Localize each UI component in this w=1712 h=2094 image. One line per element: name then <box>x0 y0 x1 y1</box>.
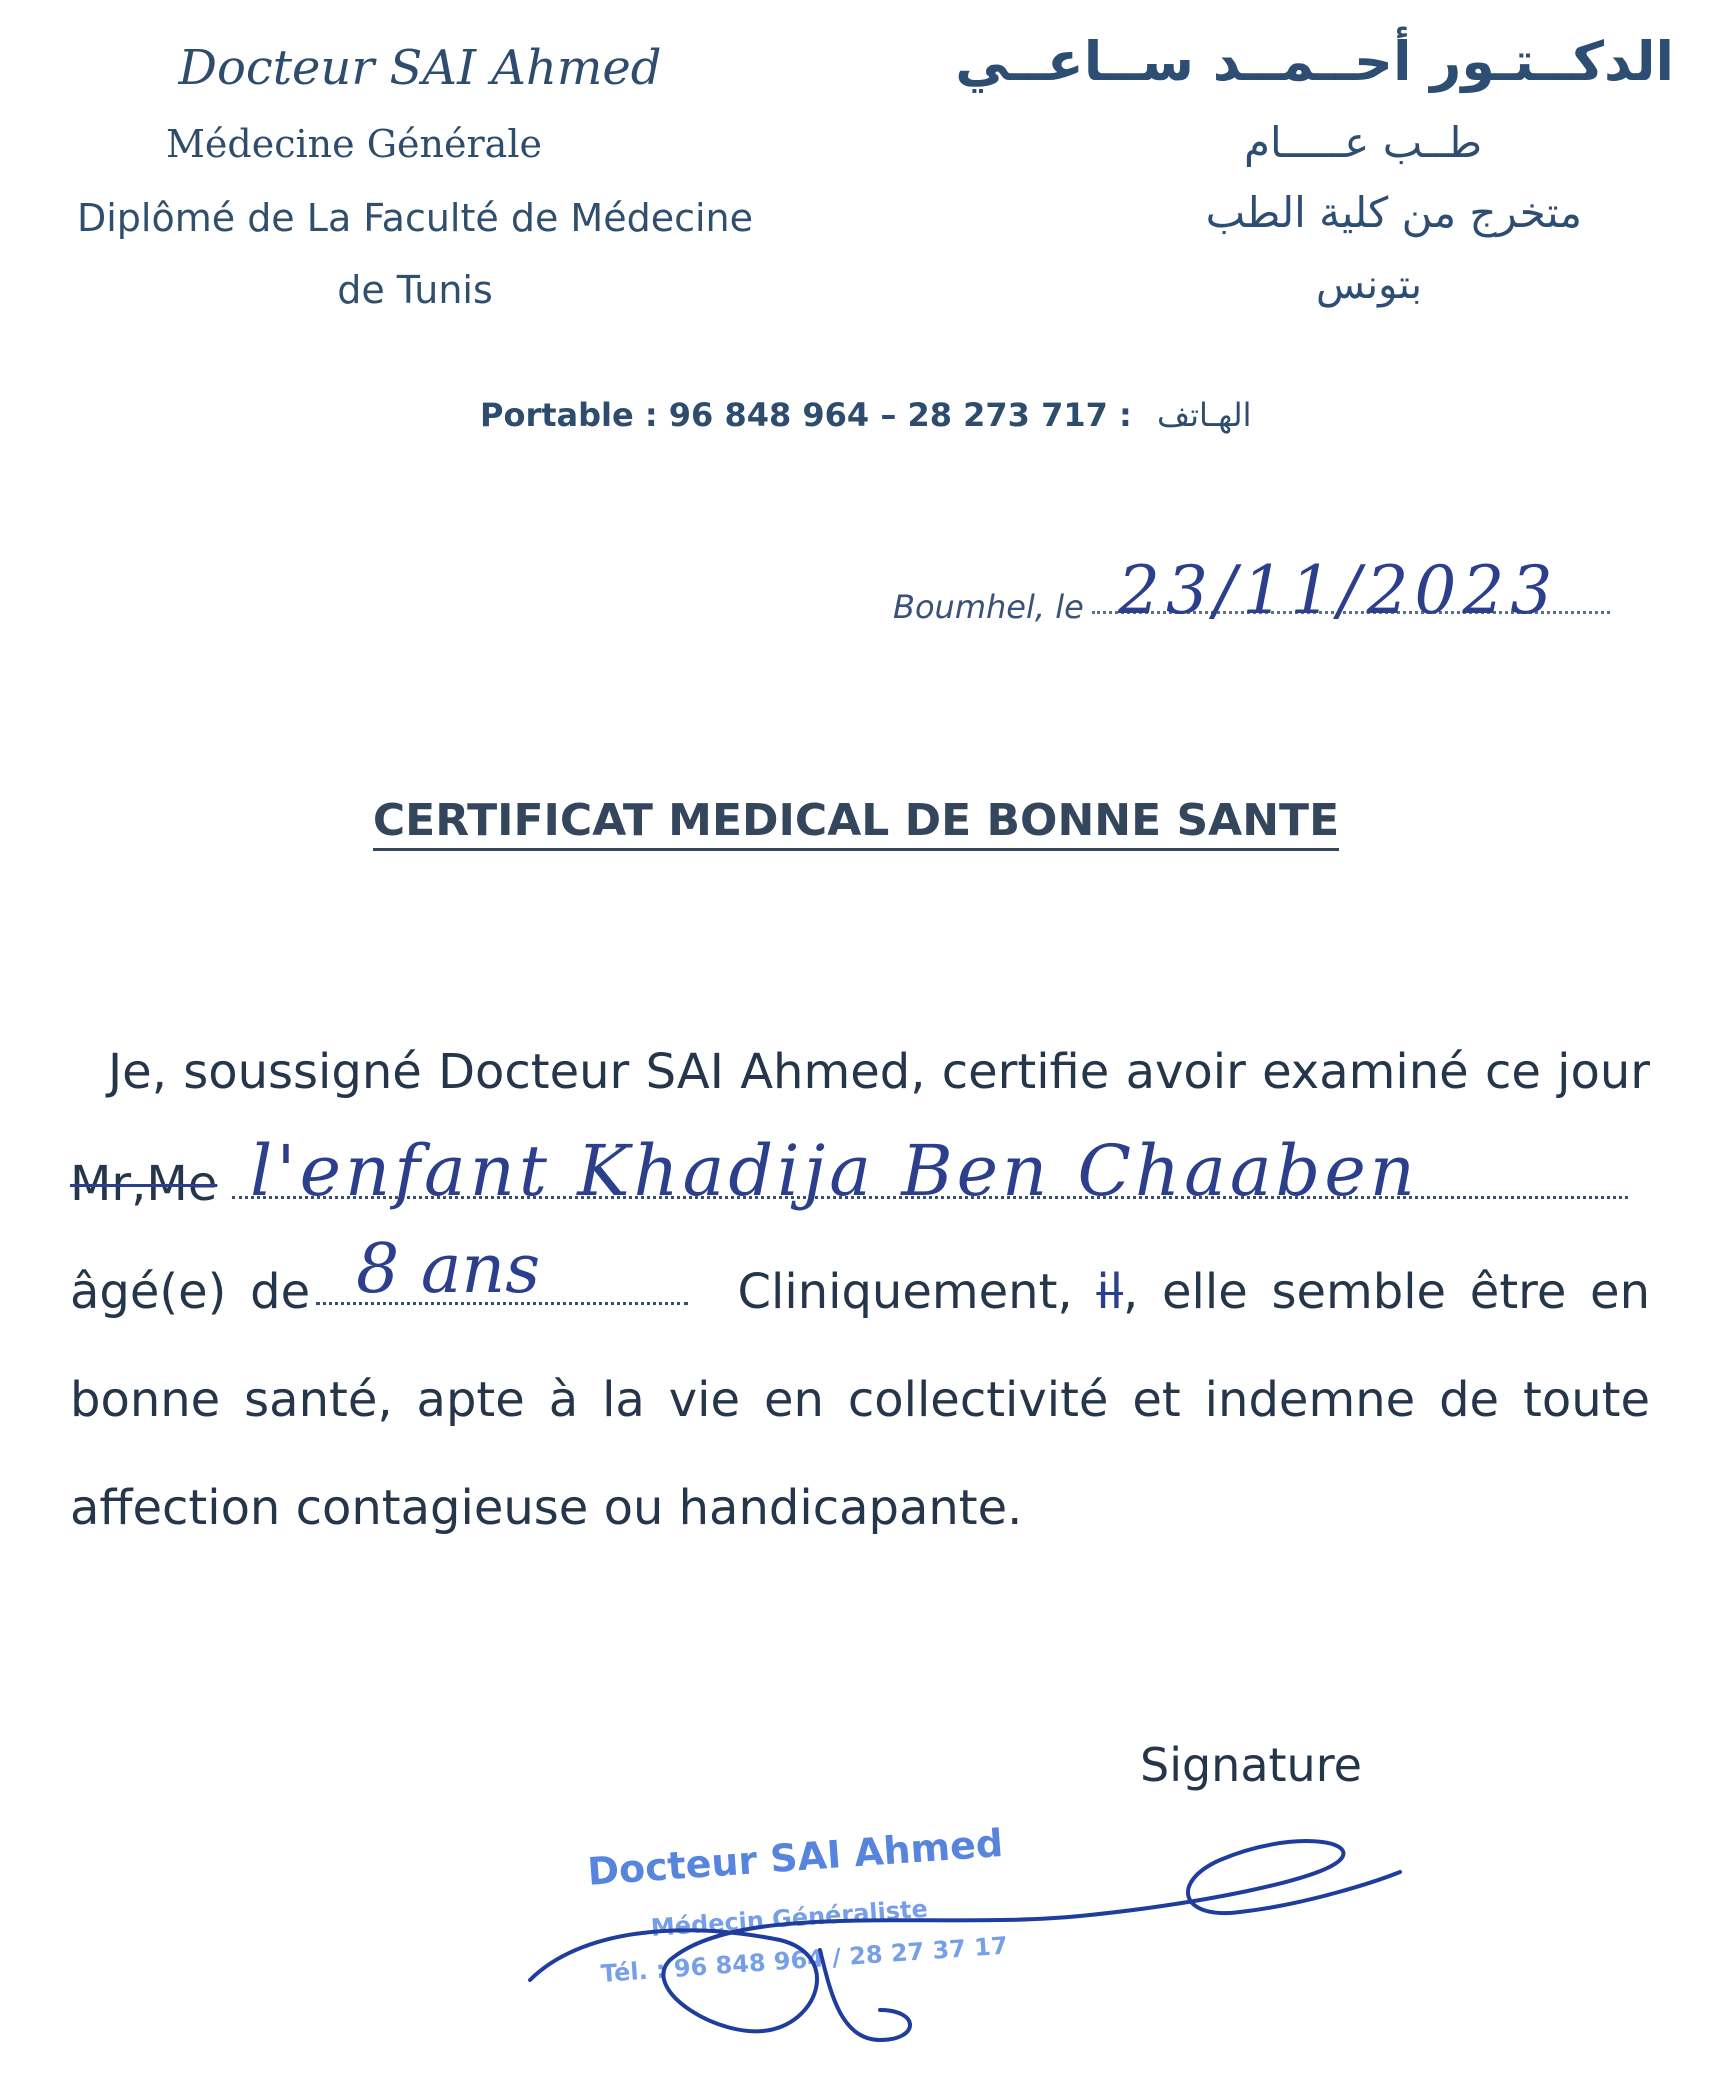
stamp-phone: Tél. : 96 848 964 / 28 27 37 17 <box>600 1931 1009 1988</box>
certificate-title <box>0 795 1712 846</box>
handwritten-signature <box>520 1820 1420 2060</box>
specialty-fr: Médecine Générale <box>166 122 542 166</box>
phone-label-ar: الهـاتف <box>1156 396 1252 434</box>
phone-label: Portable : <box>480 396 658 434</box>
specialty-ar: طــب عـــــام <box>1243 118 1482 167</box>
handwritten-date: 23/11/2023 <box>1118 552 1559 629</box>
stamp-specialty: Médecin Généraliste <box>650 1894 929 1942</box>
doctor-name-ar: الدكــتـور أحــمــد ســاعــي <box>955 30 1674 93</box>
line3-rest: elle semble être en <box>1162 1264 1651 1320</box>
body-line-1: Je, soussigné Docteur SAI Ahmed, certifie avoir examiné ce jour <box>108 1044 1650 1100</box>
title-prefix: Mr,Me <box>70 1156 218 1212</box>
stamp-doctor-name: Docteur SAI Ahmed <box>586 1820 1005 1894</box>
diploma-line2-ar: بتونس <box>1316 262 1422 308</box>
diploma-line1-ar: متخرج من كلية الطب <box>1205 188 1582 237</box>
clinical-label: Cliniquement, <box>737 1264 1073 1320</box>
body-line-4: bonne santé, apte à la vie en collectivité et indemne de toute <box>70 1372 1650 1428</box>
handwritten-age: 8 ans <box>356 1230 541 1309</box>
place-date-label: Boumhel, le <box>893 588 1084 626</box>
phone-line <box>480 396 1251 434</box>
body-line-5: affection contagieuse ou handicapante. <box>70 1480 1023 1536</box>
phone-numbers: 96 848 964 – 28 273 717 : <box>668 396 1132 434</box>
age-label: âgé(e) de <box>70 1264 311 1320</box>
body-line-3: âgé(e) de Cliniquement, il, elle semble être en <box>70 1264 1651 1320</box>
doctor-name-fr: Docteur SAI Ahmed <box>178 40 662 96</box>
diploma-line2-fr: de Tunis <box>337 268 493 312</box>
diploma-line1-fr: Diplômé de La Faculté de Médecine <box>76 196 754 240</box>
struck-pronoun: il <box>1096 1264 1124 1320</box>
handwritten-patient-name: l'enfant Khadija Ben Chaaben <box>250 1130 1419 1212</box>
signature-label: Signature <box>1140 1738 1362 1792</box>
certificate-title-text: CERTIFICAT MEDICAL DE BONNE SANTE <box>373 795 1339 851</box>
